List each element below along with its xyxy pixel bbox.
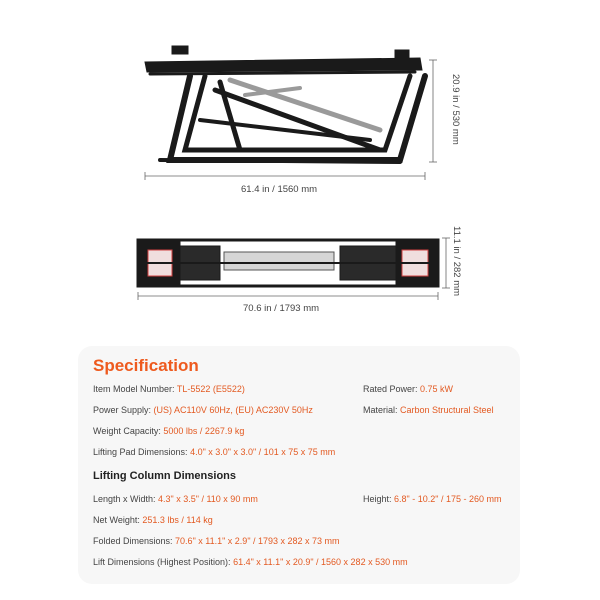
bottom-width-label: 70.6 in / 1793 mm bbox=[243, 303, 320, 314]
column-row-weight: Net Weight: 251.3 lbs / 114 kg bbox=[93, 515, 213, 525]
column-row-lift: Lift Dimensions (Highest Position): 61.4" x 11.1" x 20.9" / 1560 x 282 x 530 mm bbox=[93, 557, 408, 567]
bottom-height-label: 11.1 in / 282 mm bbox=[451, 226, 462, 297]
column-row-height: Height: 6.8" - 10.2" / 175 - 260 mm bbox=[363, 494, 502, 504]
column-row-folded: Folded Dimensions: 70.6" x 11.1" x 2.9" / 1793 x 282 x 73 mm bbox=[93, 536, 340, 546]
spec-row-capacity: Weight Capacity: 5000 lbs / 2267.9 kg bbox=[93, 426, 245, 436]
spec-row-power: Rated Power: 0.75 kW bbox=[363, 384, 454, 394]
spec-row-pad: Lifting Pad Dimensions: 4.0" x 3.0" x 3.0" / 101 x 75 x 75 mm bbox=[93, 447, 336, 457]
top-height-label: 20.9 in / 530 mm bbox=[450, 74, 461, 145]
top-width-label: 61.4 in / 1560 mm bbox=[241, 184, 318, 195]
lift-folded-illustration bbox=[138, 240, 438, 286]
specification-card bbox=[78, 346, 520, 584]
column-dimensions-title: Lifting Column Dimensions bbox=[93, 470, 236, 482]
spec-row-model: Item Model Number: TL-5522 (E5522) bbox=[93, 384, 245, 394]
column-row-length: Length x Width: 4.3" x 3.5" / 110 x 90 mm bbox=[93, 494, 258, 504]
spec-row-material: Material: Carbon Structural Steel bbox=[363, 405, 494, 415]
lift-raised-illustration bbox=[145, 46, 425, 162]
spec-title: Specification bbox=[93, 356, 199, 375]
spec-row-supply: Power Supply: (US) AC110V 60Hz, (EU) AC230V 50Hz bbox=[93, 405, 313, 415]
